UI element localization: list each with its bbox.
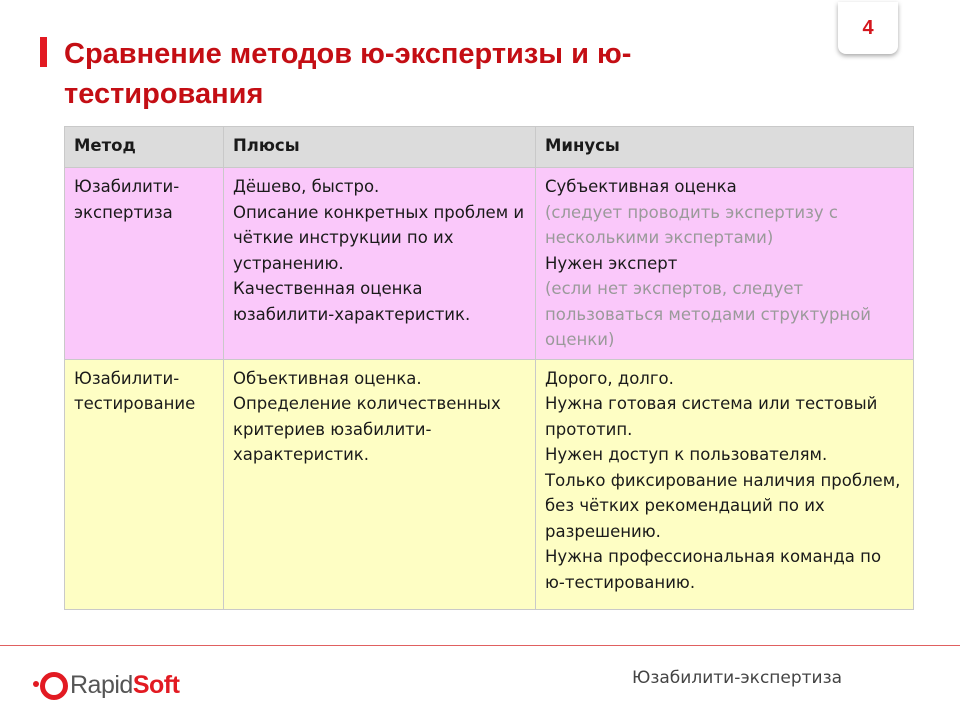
page-number: 4	[838, 2, 898, 54]
header-cons: Минусы	[536, 127, 914, 168]
slide-title: Сравнение методов ю-экспертизы и ю-тестирования	[64, 38, 632, 110]
logo-rapid: Rapid	[70, 670, 133, 699]
logo-wordmark	[70, 671, 179, 700]
cons-item: Только фиксирование наличия проблем, без чётких рекомендаций по их разрешению.	[545, 470, 901, 541]
table-row-expertise	[65, 168, 914, 360]
pros-item: Дёшево, быстро.	[233, 177, 380, 196]
title-accent-bar	[40, 37, 47, 67]
table-header-row	[65, 127, 914, 168]
cons-item: Дорого, долго.	[545, 368, 674, 388]
cons-note: (следует проводить экспертизу с несколькими экспертами)	[545, 202, 838, 247]
cell-cons	[536, 359, 914, 609]
cons-item: Нужна профессиональная команда по ю-тестированию.	[545, 547, 882, 592]
cell-pros	[224, 168, 536, 360]
cons-item: Нужна готовая система или тестовый прототип.	[545, 394, 878, 439]
cons-note: (если нет экспертов, следует пользоваться методами структурной оценки)	[545, 279, 872, 349]
pros-item: Описание конкретных проблем и чёткие инструкции по их устранению.	[233, 202, 525, 273]
cons-item: Нужен эксперт	[545, 253, 678, 273]
cell-method: Юзабилити-экспертиза	[65, 168, 224, 360]
cell-pros	[224, 359, 536, 609]
footer-divider	[0, 645, 960, 646]
pros-item: Качественная оценка юзабилити-характеристик.	[233, 279, 471, 324]
cell-cons	[536, 168, 914, 360]
pros-item: Объективная оценка.	[233, 368, 422, 388]
header-pros: Плюсы	[224, 127, 536, 168]
footer-caption: Юзабилити-экспертиза	[632, 668, 843, 688]
cell-method: Юзабилити-тестирование	[65, 359, 224, 609]
logo-ring-icon	[36, 668, 70, 702]
comparison-table	[64, 126, 914, 610]
cons-item: Нужен доступ к пользователям.	[545, 445, 828, 464]
header-method: Метод	[65, 127, 224, 168]
pros-item: Определение количественных критериев юзабилити-характеристик.	[233, 394, 501, 464]
table-row-testing	[65, 359, 914, 609]
cons-item: Субъективная оценка	[545, 177, 737, 196]
rapidsoft-logo	[36, 668, 179, 702]
logo-soft: Soft	[132, 670, 180, 699]
